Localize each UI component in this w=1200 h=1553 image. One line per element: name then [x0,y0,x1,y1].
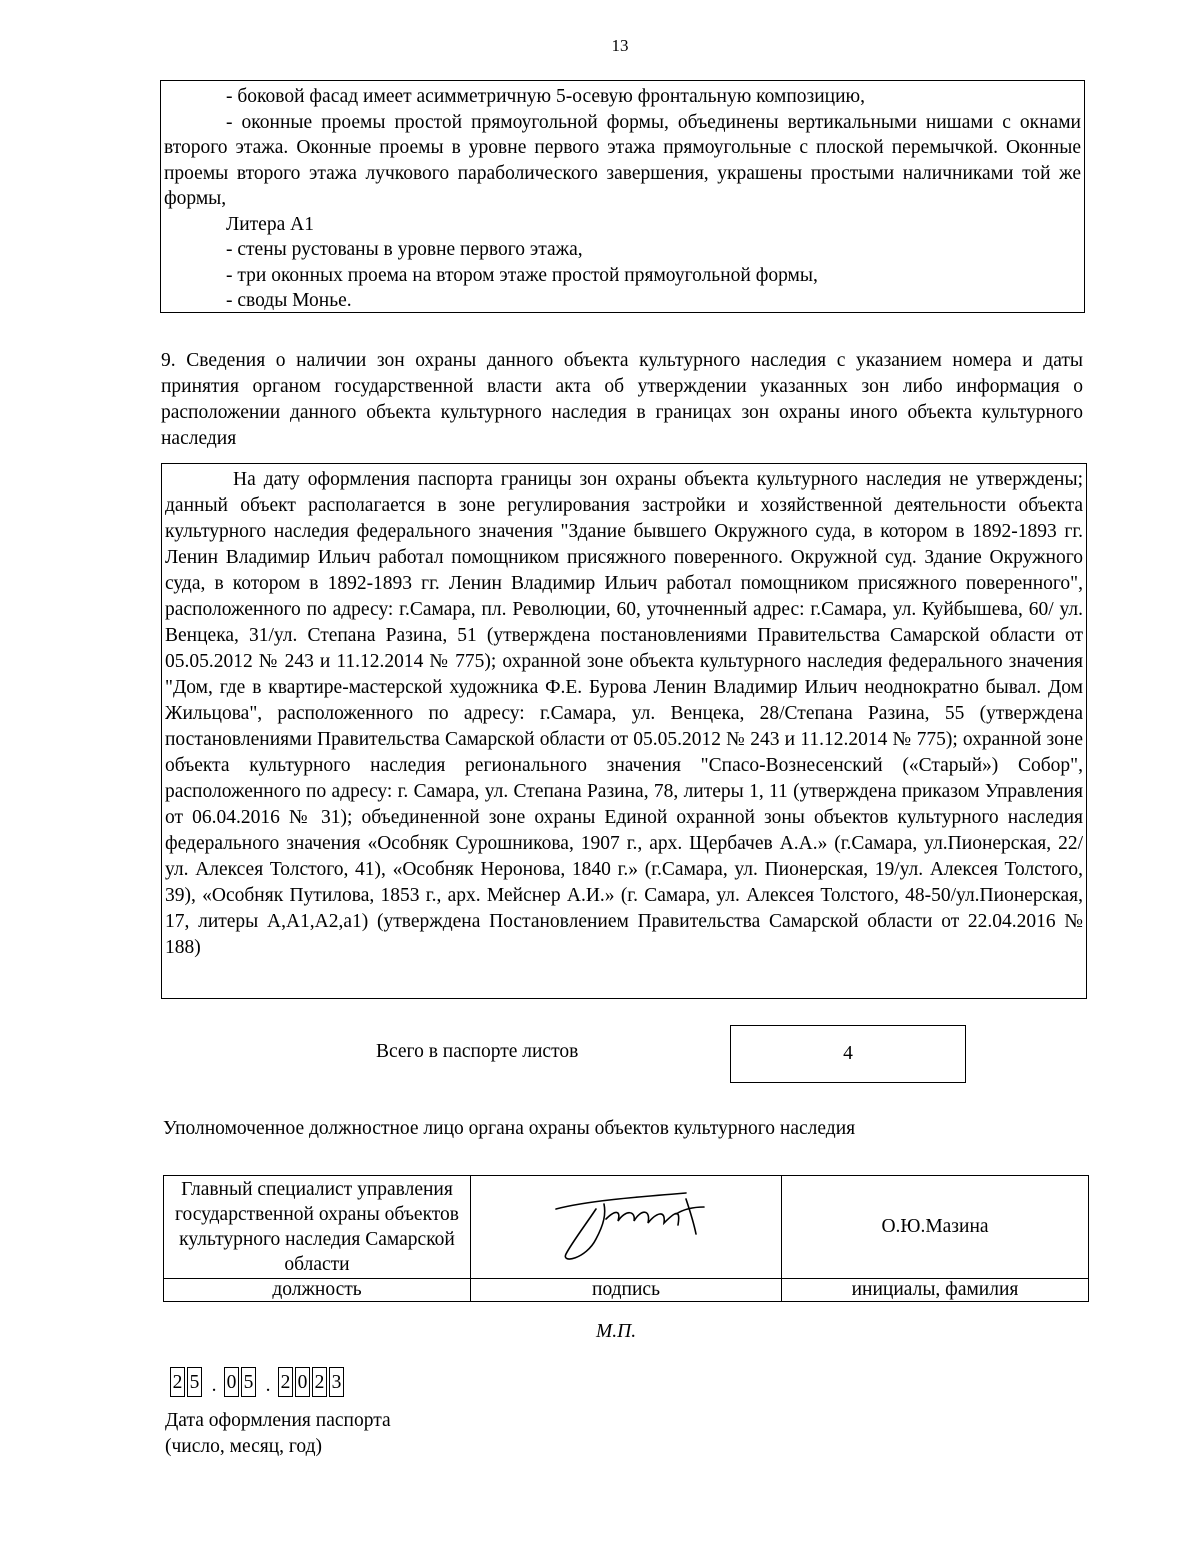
page-number: 13 [611,36,629,55]
signature-caption: подпись [471,1279,782,1302]
facade-description-box [160,80,1085,313]
authorized-official-label: Уполномоченное должностное лицо органа охраны объектов культурного наследия [163,1118,856,1139]
date-digit: 5 [241,1367,256,1397]
stamp-place-label: М.П. [596,1321,637,1342]
date-caption-line: Дата оформления паспорта [165,1410,391,1431]
facade-line: Литера А1 [226,213,314,235]
date-separator: . [211,1375,217,1396]
date-digit: 3 [329,1367,344,1397]
facade-line: - стены рустованы в уровне первого этажа, [226,239,583,260]
sheets-count-label: Всего в паспорте листов [376,1041,579,1062]
position-caption: должность [164,1279,471,1302]
date-digit: 0 [224,1367,239,1397]
date-boxes [170,1365,346,1397]
facade-line: - своды Монье. [226,290,352,311]
date-digit: 2 [312,1367,327,1397]
date-separator: . [265,1375,271,1396]
date-caption [165,1408,391,1460]
protection-zones-box: На дату оформления паспорта границы зон охраны объекта культурного наследия не утверждены; данный объект располагается в зоне регулирования застройки и хозяйственной деятельности объекта культурного наследия федерального значения "Здание бывшего Окружного суда, в котором в 1892-1893 гг. Ленин Владимир Ильич работал помощником присяжного поверенного. Окружной суд. Здание Окружного суда, в котором в 1892-1893 гг. Ленин Владимир Ильич работал помощником присяжного поверенного", расположенного по адресу: г.Самара, пл. Революции, 60, уточненный адрес: г.Самара, ул. Куйбышева, 60/ ул. Венцека, 31/ул. Степана Разина, 51 (утверждена постановлениями Правительства Самарской области от 05.05.2012 № 243 и 11.12.2014 № 775); охранной зоне объекта культурного наследия федерального значения "Дом, где в квартире-мастерской художника Ф.Е. Бурова Ленин Владимир Ильич неоднократно бывал. Дом Жильцова", расположенного по адресу: г.Самара, ул. Венцека, 28/Степана Разина, 55 (утверждена постановлениями Правительства Самарской области от 05.05.2012 № 243 и 11.12.2014 № 775); охранной зоне объекта культурного наследия регионального значения "Спасо-Вознесенский («Старый») Собор", расположенного по адресу: г. Самара, ул. Степана Разина, 78, литеры 1, 11 (утверждена приказом Управления от 06.04.2016 № 31); объединенной зоне охраны Единой охранной зоны объектов культурного наследия федерального значения «Особняк Сурошникова, 1907 г., арх. Щербачев А.А.» (г.Самара, ул.Пионерская, 22/ул. Алексея Толстого, 41), «Особняк Неронова, 1840 г.» (г.Самара, ул. Пионерская, 19/ул. Алексея Толстого, 39), «Особняк Путилова, 1853 г., арх. Мейснер А.И.» (г. Самара, ул. Алексея Толстого, 48-50/ул.Пионерская, 17, литеры А,А1,А2,а1) (утверждена Постановлением Правительства Самарской области от 22.04.2016 № 188) [161,463,1087,999]
facade-line: - три оконных проема на втором этаже простой прямоугольной формы, [226,264,818,286]
date-digit: 2 [170,1367,185,1397]
facade-line: - оконные проемы простой прямоугольной формы, объединены вертикальными нишами с окнами второго этажа. Оконные проемы в уровне первого этажа прямоугольные с плоской перемычкой. Оконные проемы второго этажа лучкового параболического завершения, украшены простыми наличниками той же формы, [164,111,1081,209]
handwritten-signature [526,1179,726,1269]
date-caption-line: (число, месяц, год) [165,1436,323,1457]
sheets-count-value: 4 [730,1025,966,1083]
section-9-heading: 9. Сведения о наличии зон охраны данного объекта культурного наследия с указанием номера и даты принятия органом государственной власти акта об утверждении указанных зон либо информация о расположении данного объекта культурного наследия в границах зон охраны иного объекта культурного наследия [161,350,1083,449]
date-digit: 2 [278,1367,293,1397]
date-digit: 5 [187,1367,202,1397]
date-digit: 0 [295,1367,310,1397]
position-cell: Главный специалист управления государственной охраны объектов культурного наследия Самарской области [164,1176,471,1279]
name-caption: инициалы, фамилия [782,1279,1089,1302]
name-cell: О.Ю.Мазина [782,1176,1089,1279]
facade-line: - боковой фасад имеет асимметричную 5-осевую фронтальную композицию, [226,86,865,107]
signature-table [163,1175,1089,1302]
signature-cell [471,1176,782,1279]
